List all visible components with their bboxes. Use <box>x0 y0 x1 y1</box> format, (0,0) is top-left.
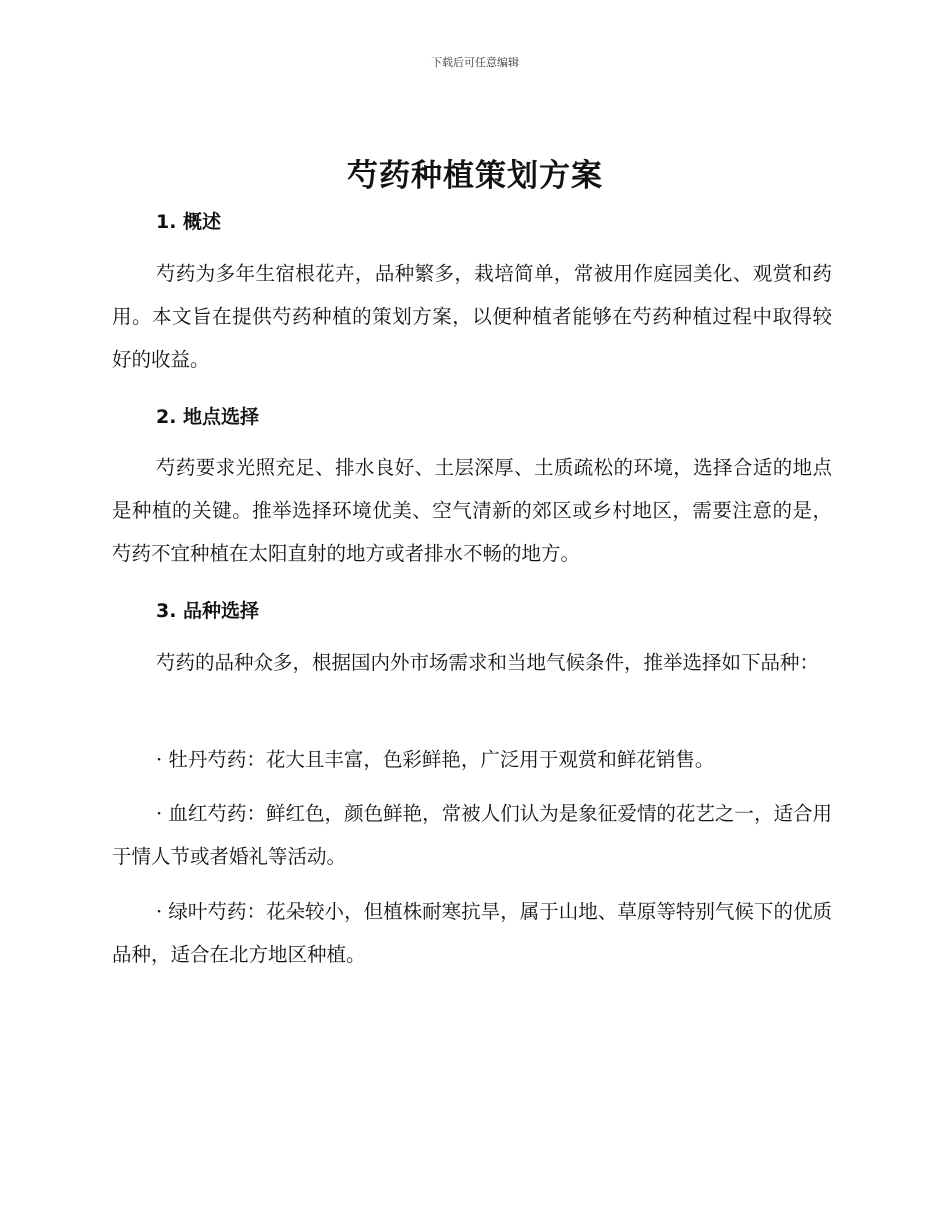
section-heading-overview: 1. 概述 <box>156 211 222 233</box>
paragraph-overview: 芍药为多年生宿根花卉，品种繁多，栽培简单，常被用作庭园美化、观赏和药用。本文旨在提供芍药种植的策划方案，以便种植者能够在芍药种植过程中取得较好的收益。 <box>112 262 832 371</box>
document-title: 芍药种植策划方案 <box>347 158 603 194</box>
paragraph-varieties-intro: 芍药的品种众多，根据国内外市场需求和当地气候条件，推举选择如下品种： <box>156 651 820 674</box>
section-heading-varieties: 3. 品种选择 <box>156 600 260 622</box>
list-item-peony-variety: · 牡丹芍药：花大且丰富，色彩鲜艳，广泛用于观赏和鲜花销售。 <box>156 748 715 771</box>
list-item-blood-red-variety: · 血红芍药：鲜红色，颜色鲜艳，常被人们认为是象征爱情的花艺之一，适合用于情人节或者婚礼等活动。 <box>112 802 832 868</box>
section-heading-location: 2. 地点选择 <box>156 406 260 428</box>
paragraph-location: 芍药要求光照充足、排水良好、土层深厚、土质疏松的环境，选择合适的地点是种植的关键。推举选择环境优美、空气清新的郊区或乡村地区，需要注意的是，芍药不宜种植在太阳直射的地方或者排水不畅的地方。 <box>112 456 832 565</box>
list-item-green-leaf-variety: · 绿叶芍药：花朵较小，但植株耐寒抗旱，属于山地、草原等特别气候下的优质品种，适合在北方地区种植。 <box>112 900 832 966</box>
page-header: 下载后可任意编辑 <box>431 56 519 69</box>
